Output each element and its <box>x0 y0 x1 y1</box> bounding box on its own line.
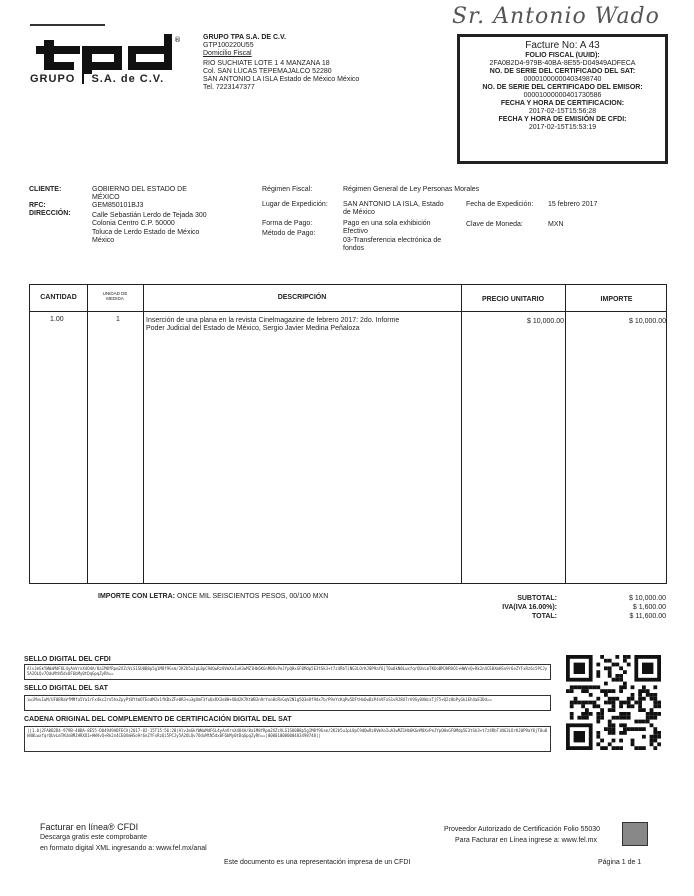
cert-sat-label: NO. DE SERIE DEL CERTIFICADO DEL SAT: <box>489 68 636 75</box>
invoice-number: Facture No: A 43 <box>525 40 600 51</box>
row-importe: $ 10,000.00 <box>629 318 666 325</box>
direccion-line3: Toluca de Lerdo Estado de México <box>92 229 200 236</box>
sello-sat-label: SELLO DIGITAL DEL SAT <box>24 685 108 692</box>
fecha-emision-label: FECHA Y HORA DE EMISIÓN DE CFDI: <box>498 116 627 123</box>
row-descripcion-2: Poder Judicial del Estado de México, Sergio Javier Medina Peñaloza <box>146 325 360 332</box>
qr-code-icon <box>566 655 661 750</box>
header-unidad: UNIDAD DE MEDIDA <box>102 291 128 301</box>
importe-letra-label: IMPORTE CON LETRA: <box>98 593 175 600</box>
metodo-pago-value1: 03-Transferencia electrónica de <box>343 237 442 244</box>
sello-sat-box <box>24 695 551 711</box>
regimen-label: Régimen Fiscal: <box>262 186 313 193</box>
lugar-value2: de México <box>343 209 375 216</box>
proveedor-line1: Proveedor Autorizado de Certificación Folio 55030 <box>444 826 601 833</box>
forma-pago-value1: Pago en una sola exhibición <box>343 220 431 227</box>
lugar-value1: SAN ANTONIO LA ISLA, Estado <box>343 201 444 208</box>
header-importe: IMPORTE <box>600 296 633 303</box>
fecha-expedicion-value: 15 febrero 2017 <box>548 201 598 208</box>
registered-icon: ® <box>174 36 181 44</box>
fecha-emision-value: 2017-02-15T15:53:19 <box>528 124 597 131</box>
row-cantidad: 1.00 <box>50 316 64 323</box>
direccion-line2: Colonia Centro C.P. 50000 <box>92 220 175 227</box>
cadena-label: CADENA ORIGINAL DEL COMPLEMENTO DE CERTIFICACIÓN DIGITAL DEL SAT <box>24 716 292 723</box>
regimen-value: Régimen General de Ley Personas Morales <box>343 186 480 193</box>
subtotal-label: SUBTOTAL: <box>517 595 557 602</box>
direccion-line4: México <box>92 237 115 244</box>
issuer-domicilio-label: Domicilio Fiscal <box>203 50 252 57</box>
invoice-info-box <box>457 34 668 164</box>
issuer-address1: RIO SUCHIATE LOTE 1 4 MANZANA 18 <box>203 60 330 67</box>
facturar-en-linea: Facturar en línea® CFDI <box>40 822 139 832</box>
moneda-value: MXN <box>548 221 564 228</box>
fecha-cert-label: FECHA Y HORA DE CERTIFICACION: <box>500 100 625 107</box>
iva-value: $ 1,600.00 <box>632 604 666 611</box>
issuer-address3: SAN ANTONIO LA ISLA Estado de México México <box>203 76 360 83</box>
issuer-phone: Tel. 7223147377 <box>203 84 255 91</box>
total-value: $ 11,600.00 <box>629 613 666 620</box>
metodo-pago-value2: fondos <box>343 245 365 252</box>
forma-pago-value2: Efectivo <box>343 228 368 235</box>
folio-value: 2FA0B2D4-979B-40BA-8E55-D04949ADFECA <box>489 60 636 67</box>
iva-label: IVA(IVA 16.00%): <box>502 604 557 611</box>
sello-cfdi-box <box>24 664 551 680</box>
handwritten-name: Sr. Antonio Wado <box>452 4 660 29</box>
direccion-label: DIRECCIÓN: <box>29 210 71 217</box>
importe-letra-value: ONCE MIL SEISCIENTOS PESOS, 00/100 MXN <box>176 593 329 600</box>
total-label: TOTAL: <box>531 613 557 620</box>
header-cantidad: CANTIDAD <box>40 294 77 301</box>
sello-cfdi-label: SELLO DIGITAL DEL CFDI <box>24 656 111 663</box>
cert-sat-value: 00001000000403498740 <box>523 76 602 83</box>
metodo-pago-label: Método de Pago: <box>262 230 316 237</box>
cliente-value1: GOBIERNO DEL ESTADO DE <box>92 186 187 193</box>
certification-seal-icon <box>622 822 648 846</box>
forma-pago-label: Forma de Pago: <box>262 220 313 227</box>
header-precio: PRECIO UNITARIO <box>481 296 545 303</box>
issuer-rfc: GTP100220U55 <box>203 42 254 49</box>
header-descripcion: DESCRIPCIÓN <box>277 294 327 301</box>
sello-sat-text: iwiMvuIwM/UF0BRaVfMMfa5Ya1rFx4kc2rn5hxZpyPtBYtmOTEodMJx1fKBxZFe0R3+u3gUmF3fuQxRX3e8H+X8d2K7KtWB3n9rYxo8cRvGqV2N1g5Q3eOf9dx7b/P9oYcKqPw5DFtHo6wBzP4nVFxS1vRJ8U7rA9Sy0XWcxTjF5+Q2z8bPyGk1Eh4aE3Dd== <box>27 697 492 702</box>
fecha-expedicion-label: Fecha de Expedición: <box>466 201 534 208</box>
cadena-text: ||1.0|2FA0B2D4-979B-40BA-8E55-D04949ADFECA|2017-02-15T15:56:28|AlvJmGkYWWaMdF6L4yAnVrnX4O4A/8a1M8fRpm2XZcVLS1SU0B8p5g1M8f9Gsm/2K2b5uJpL8pC9dQwRz8VmXoIuA3wMZ1Hb6KGnM0XvPeJYpQHxGF0Mdp5E3tSk3+t7z4RbTiNG3LOrKJ0P9aY6jT0u8kN0LwxfqrQUvLmTKUoBMJHRXO1+HWVvQ+Rk2n4CE0XmHSo9r6eZYFxRz6i5PCJy5A2OLQv7OduMtN5dx8F6bMy0tDqGpqZyRh==|00001000000403498740|| <box>27 728 548 738</box>
descarga-line2: en formato digital XML ingresando a: www.fel.mx/anal <box>40 845 207 852</box>
descarga-line1: Descarga gratis este comprobante <box>40 834 147 841</box>
logo-company: GRUPO <box>30 73 76 85</box>
cert-emisor-value: 00001000000401730586 <box>523 92 602 99</box>
sello-cfdi-text: AlvJmGkYWWaMdF6L4yAnVrnX4O4A/8a1M8fRpm2XZcVLS1SU0B8p5g1M8f9Gsm/2K2b5uJpL8pC9dQwRz8VmXoIuA3wMZ1Hb6KGnM0XvPeJYpQHxGF0Mdp5E3tSk3+t7z4RbTiNG3LOrKJ0P9aY6jT0u8kN0LwxfqrQUvLmTKUoBMJHRXO1+HWVvQ+Rk2n4CE0XmHSo9r6eZYFxRz6i5PCJy5A2OLQv7OduMtN5dx8F6bMy0tDqGpqZyRh== <box>27 666 548 676</box>
row-unidad: 1 <box>116 316 120 323</box>
row-precio: $ 10,000.00 <box>527 318 564 325</box>
direccion-line1: Calle Sebastián Lerdo de Tejada 300 <box>92 212 207 219</box>
cert-emisor-label: NO. DE SERIE DEL CERTIFICADO DEL EMISOR: <box>482 84 643 91</box>
row-descripcion-1: Inserción de una plana en la revista Cinelmagazine de febrero 2017: 2do. Informe <box>146 317 400 324</box>
cliente-value2: MÉXICO <box>92 194 120 201</box>
issuer-address2: Col. SAN LUCAS TEPEMAJALCO 52280 <box>203 68 332 75</box>
rfc-value: GEM850101BJ3 <box>92 202 144 209</box>
logo-suffix: S.A. de C.V. <box>91 73 165 85</box>
moneda-label: Clave de Moneda: <box>466 221 523 228</box>
page-number: Página 1 de 1 <box>598 859 642 866</box>
fecha-cert-value: 2017-02-15T15:56:28 <box>528 108 597 115</box>
subtotal-value: $ 10,000.00 <box>629 595 666 602</box>
rfc-label: RFC: <box>29 202 46 209</box>
lugar-label: Lugar de Expedición: <box>262 201 328 208</box>
items-table <box>29 284 667 584</box>
representacion-impresa: Este documento es una representación impresa de un CFDI <box>224 859 411 866</box>
cliente-label: CLIENTE: <box>29 186 62 193</box>
issuer-name: GRUPO TPA S.A. DE C.V. <box>203 34 286 41</box>
cadena-box <box>24 726 551 752</box>
folio-label: FOLIO FISCAL (UUID): <box>525 52 600 59</box>
proveedor-line2: Para Facturar en Línea ingrese a: www.fel.mx <box>455 837 598 844</box>
